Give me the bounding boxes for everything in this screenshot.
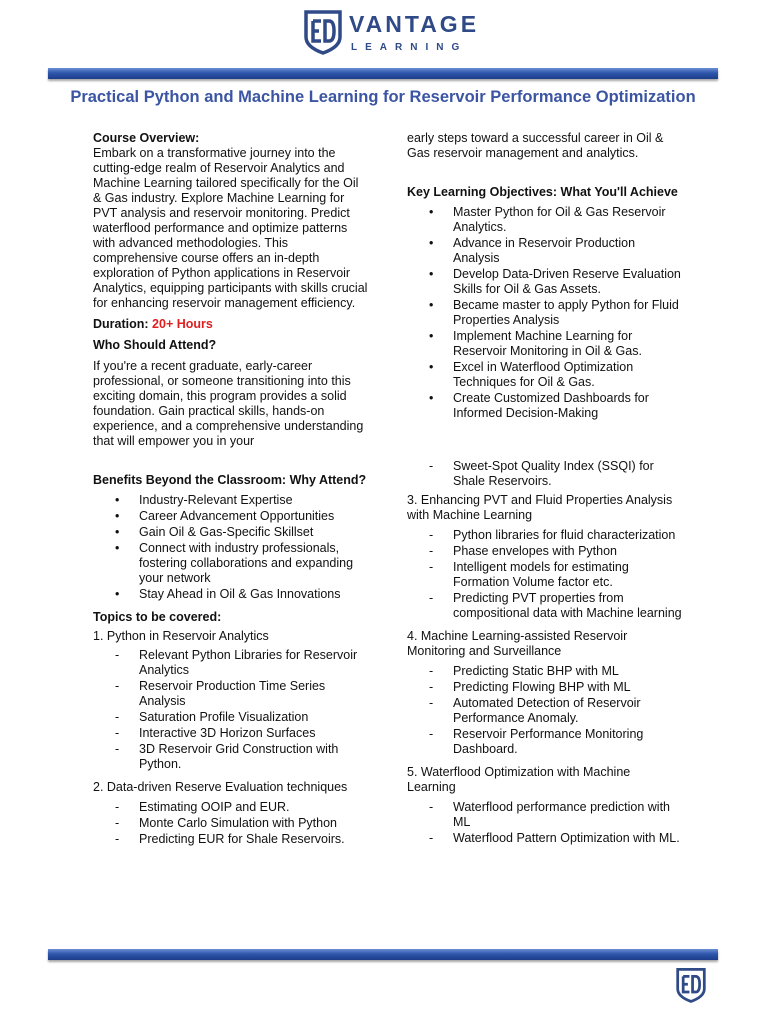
topic-2-list xyxy=(93,800,368,847)
overview-heading: Course Overview: xyxy=(93,131,200,145)
header-divider-bar xyxy=(48,68,718,79)
topic-1-title: 1. Python in Reservoir Analytics xyxy=(93,629,269,643)
list-item: - Predicting Static BHP with ML xyxy=(407,664,682,679)
ed-shield-icon xyxy=(671,967,711,1003)
topic-3-list xyxy=(407,528,682,621)
list-item: - Predicting Flowing BHP with ML xyxy=(407,680,682,695)
objectives-heading: Key Learning Objectives: What You'll Achieve xyxy=(407,185,678,199)
benefits-list xyxy=(93,493,368,602)
list-item: - Python libraries for fluid characterization xyxy=(407,528,682,543)
attend-body: If you're a recent graduate, early-career professional, or someone transitioning into this exciting domain, this program provides a solid foundation. Gain practical skills, hands-on experience, and a comprehensive understanding that will empower you in your xyxy=(93,359,364,448)
objectives-list xyxy=(407,205,682,421)
list-item: - Predicting EUR for Shale Reservoirs. xyxy=(93,832,368,847)
topic-3-title: 3. Enhancing PVT and Fluid Properties Analysis with Machine Learning xyxy=(407,493,673,522)
list-item: • Create Customized Dashboards for Informed Decision-Making xyxy=(407,391,682,421)
logo-wordmark: VANTAGE xyxy=(349,11,480,37)
topic-2-list-continued xyxy=(407,459,682,489)
list-item: • Develop Data-Driven Reserve Evaluation Skills for Oil & Gas Assets. xyxy=(407,267,682,297)
list-item: • Master Python for Oil & Gas Reservoir Analytics. xyxy=(407,205,682,235)
vantage-learning-logo xyxy=(303,9,480,57)
attend-body-continued: early steps toward a successful career in Oil & Gas reservoir management and analytics. xyxy=(407,131,664,160)
list-item: • Career Advancement Opportunities xyxy=(93,509,368,524)
list-item: • Excel in Waterflood Optimization Techniques for Oil & Gas. xyxy=(407,360,682,390)
right-column xyxy=(407,131,682,854)
duration-label: Duration: xyxy=(93,317,149,331)
list-item: - Saturation Profile Visualization xyxy=(93,710,368,725)
list-item: - Predicting PVT properties from compositional data with Machine learning xyxy=(407,591,682,621)
overview-body: Embark on a transformative journey into the cutting-edge realm of Reservoir Analytics and Machine Learning tailored specifically for the Oil & Gas industry. Explore Machine Learning for PVT analysis and reservoir monitoring. Predict waterflood performance and optimize patterns with advanced methodologies. This comprehensive course offers an in-depth exploration of Python applications in Reservoir Analytics, equipping participants with skills crucial for enhancing reservoir management efficiency. xyxy=(93,146,368,310)
ed-shield-icon xyxy=(303,9,343,55)
topic-5-list xyxy=(407,800,682,846)
topic-1-list xyxy=(93,648,368,772)
list-item: - Automated Detection of Reservoir Performance Anomaly. xyxy=(407,696,682,726)
list-item: - Phase envelopes with Python xyxy=(407,544,682,559)
list-item: - Interactive 3D Horizon Surfaces xyxy=(93,726,368,741)
attend-heading: Who Should Attend? xyxy=(93,338,217,352)
list-item: • Industry-Relevant Expertise xyxy=(93,493,368,508)
list-item: - 3D Reservoir Grid Construction with Python. xyxy=(93,742,368,772)
list-item: - Waterflood Pattern Optimization with ML. xyxy=(407,831,682,846)
list-item: • Implement Machine Learning for Reservoir Monitoring in Oil & Gas. xyxy=(407,329,682,359)
topics-heading: Topics to be covered: xyxy=(93,610,222,624)
list-item: - Reservoir Performance Monitoring Dashboard. xyxy=(407,727,682,757)
footer-divider-bar xyxy=(48,949,718,960)
list-item: • Connect with industry professionals, fostering collaborations and expanding your network xyxy=(93,541,368,586)
list-item: - Intelligent models for estimating Formation Volume factor etc. xyxy=(407,560,682,590)
left-column xyxy=(93,131,368,855)
benefits-heading: Benefits Beyond the Classroom: Why Attend? xyxy=(93,473,367,487)
list-item: • Advance in Reservoir Production Analysis xyxy=(407,236,682,266)
list-item: - Monte Carlo Simulation with Python xyxy=(93,816,368,831)
list-item: - Waterflood performance prediction with ML xyxy=(407,800,682,830)
list-item: • Became master to apply Python for Fluid Properties Analysis xyxy=(407,298,682,328)
logo-subtitle: LEARNING xyxy=(351,42,468,53)
topic-2-title: 2. Data-driven Reserve Evaluation techniques xyxy=(93,780,348,794)
list-item: • Gain Oil & Gas-Specific Skillset xyxy=(93,525,368,540)
list-item: • Stay Ahead in Oil & Gas Innovations xyxy=(93,587,368,602)
list-item: - Sweet-Spot Quality Index (SSQI) for Shale Reservoirs. xyxy=(407,459,682,489)
topic-5-title: 5. Waterflood Optimization with Machine Learning xyxy=(407,765,631,794)
list-item: - Reservoir Production Time Series Analysis xyxy=(93,679,368,709)
duration-line xyxy=(93,317,368,332)
topic-4-title: 4. Machine Learning-assisted Reservoir Monitoring and Surveillance xyxy=(407,629,628,658)
list-item: - Estimating OOIP and EUR. xyxy=(93,800,368,815)
topic-4-list xyxy=(407,664,682,757)
course-title: Practical Python and Machine Learning for Reservoir Performance Optimization xyxy=(70,88,696,106)
list-item: - Relevant Python Libraries for Reservoir Analytics xyxy=(93,648,368,678)
duration-value: 20+ Hours xyxy=(152,317,213,331)
